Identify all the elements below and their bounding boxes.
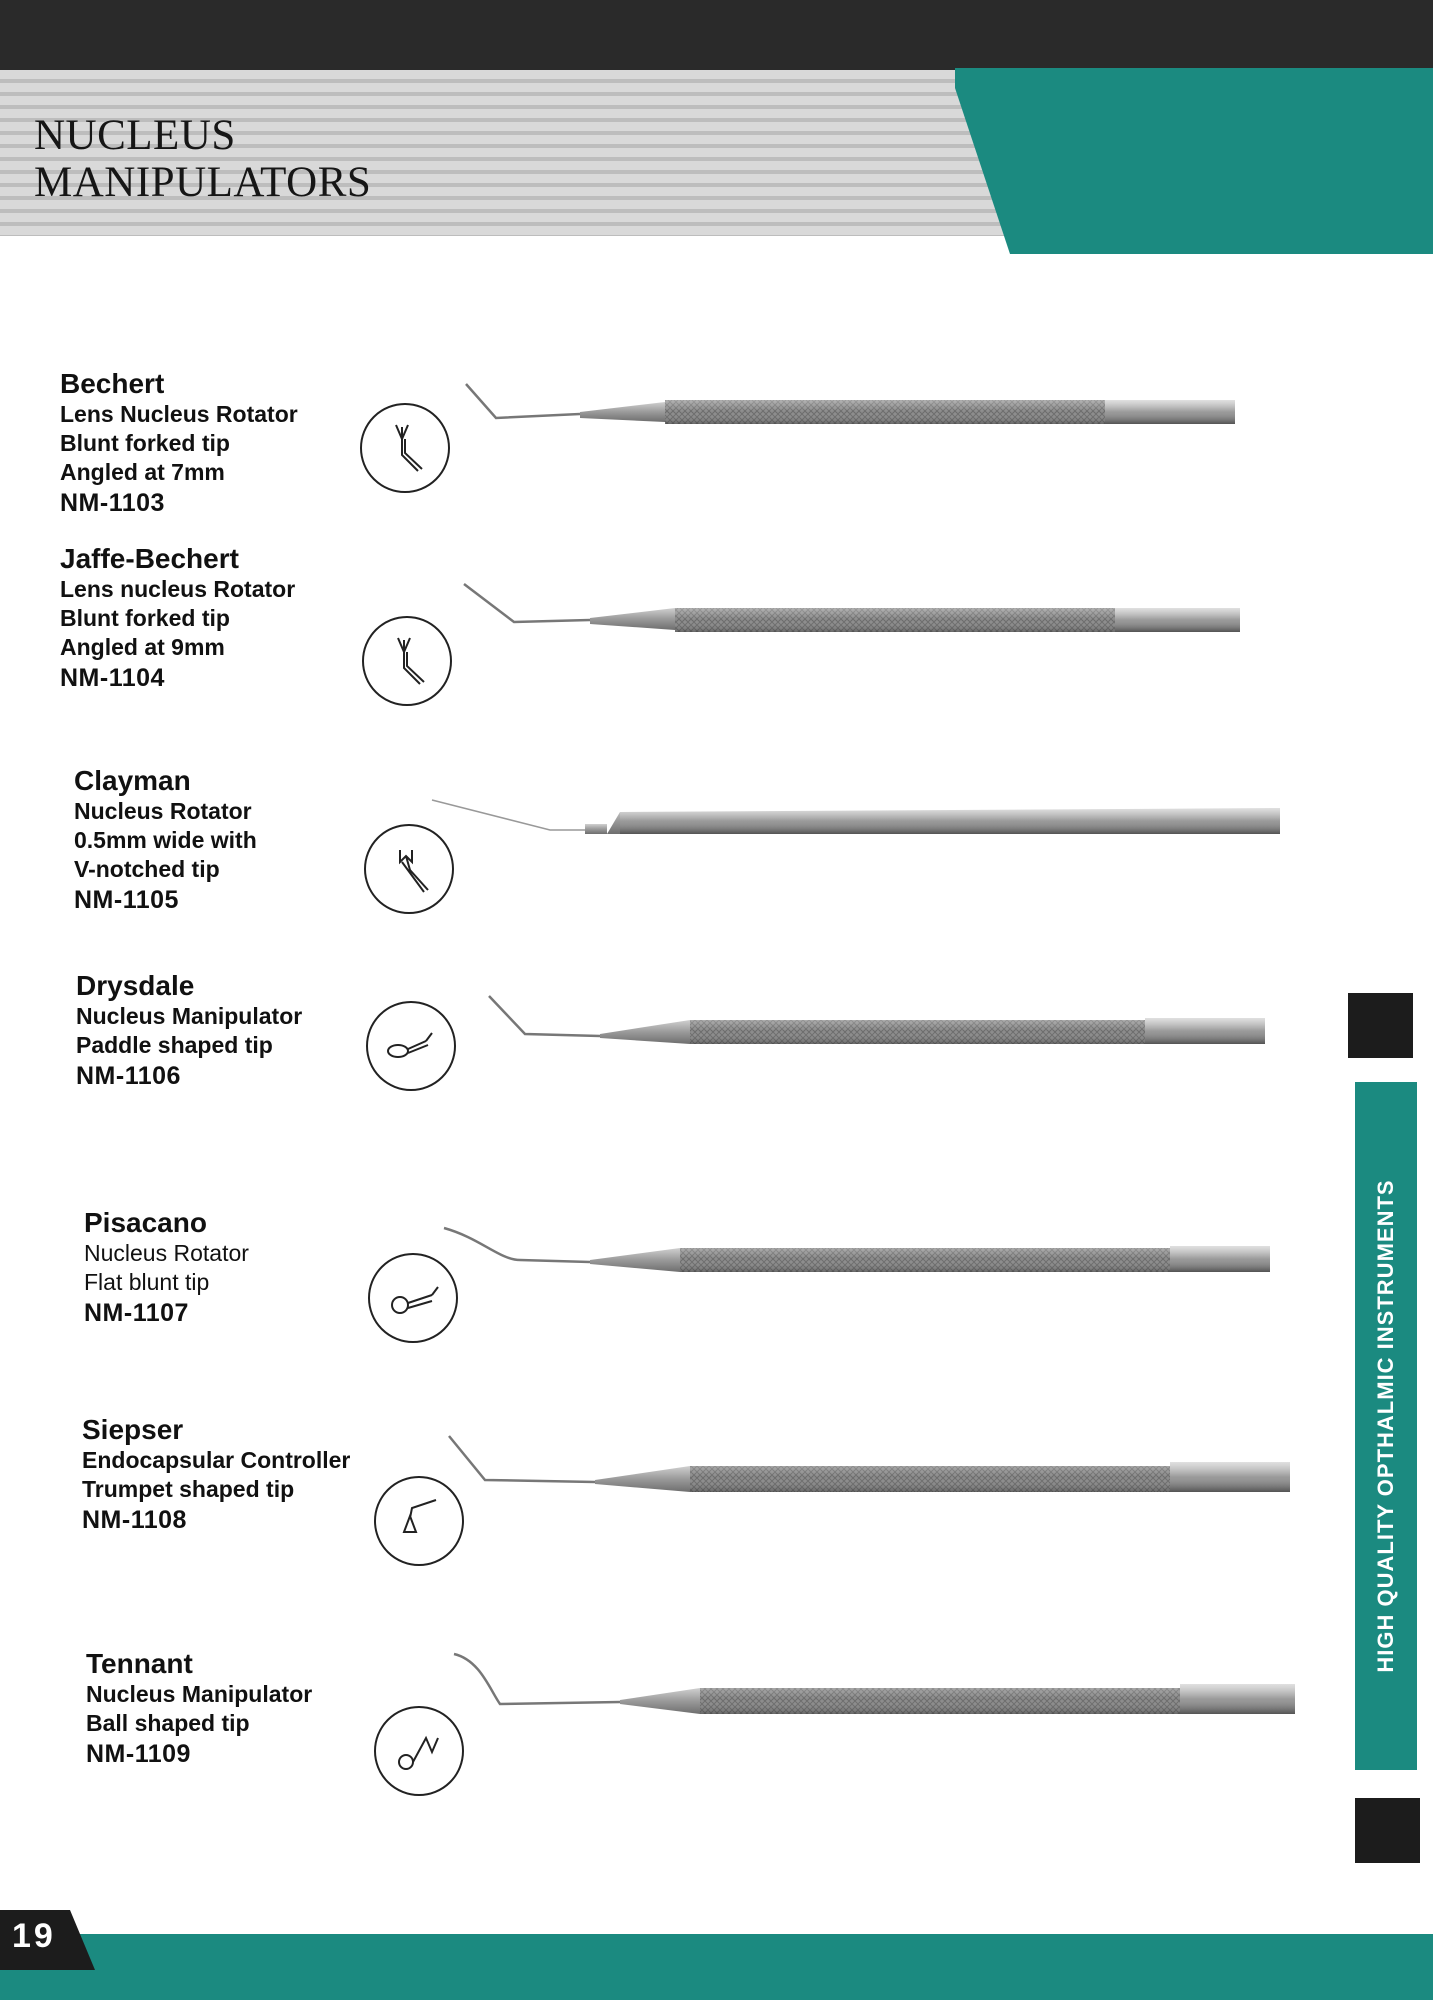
product-desc-line: Flat blunt tip xyxy=(84,1269,210,1295)
product-name: Siepser xyxy=(82,1414,184,1445)
product-desc-line: Blunt forked tip xyxy=(60,605,230,631)
page-title-line-1: NUCLEUS xyxy=(34,112,236,159)
product-desc-line: Lens Nucleus Rotator xyxy=(60,401,298,427)
paddle-tip-icon xyxy=(366,1001,456,1091)
clayman-instrument xyxy=(430,790,1290,850)
product-clayman xyxy=(74,765,257,917)
product-name: Pisacano xyxy=(84,1207,207,1238)
drysdale-instrument xyxy=(485,990,1295,1050)
product-siepser xyxy=(82,1414,350,1537)
product-desc-line: Endocapsular Controller xyxy=(82,1447,351,1473)
product-desc-line: Nucleus Rotator xyxy=(84,1240,249,1266)
product-code: NM-1106 xyxy=(76,1062,181,1090)
product-code: NM-1105 xyxy=(74,886,179,914)
product-drysdale xyxy=(76,970,302,1093)
product-code: NM-1103 xyxy=(60,489,165,517)
product-desc-line: Nucleus Manipulator xyxy=(76,1003,303,1029)
page-title-line-2: MANIPULATORS xyxy=(34,159,372,206)
product-desc-line: Nucleus Manipulator xyxy=(86,1681,313,1707)
product-name: Bechert xyxy=(60,368,165,399)
header-teal-block xyxy=(955,68,1433,254)
product-desc-line: V-notched tip xyxy=(74,856,220,882)
product-desc-line: Angled at 7mm xyxy=(60,459,225,485)
tennant-instrument xyxy=(450,1650,1310,1730)
product-name: Clayman xyxy=(74,765,191,796)
product-desc-line: Blunt forked tip xyxy=(60,430,230,456)
page-title xyxy=(34,112,371,206)
product-desc-line: Trumpet shaped tip xyxy=(82,1476,295,1502)
top-dark-bar xyxy=(0,0,1433,70)
forked-tip-icon xyxy=(362,616,452,706)
bechert-instrument xyxy=(460,378,1280,438)
product-name: Jaffe-Bechert xyxy=(60,543,239,574)
product-desc-line: Angled at 9mm xyxy=(60,634,225,660)
footer-teal-band xyxy=(0,1934,1433,2000)
product-code: NM-1104 xyxy=(60,664,165,692)
sidebar-square-top xyxy=(1348,993,1413,1058)
sidebar-label: HIGH QUALITY OPTHALMIC INSTRUMENTS xyxy=(1373,1179,1398,1673)
product-jaffe-bechert xyxy=(60,543,295,695)
product-desc-line: Nucleus Rotator xyxy=(74,798,252,824)
product-code: NM-1107 xyxy=(84,1299,189,1327)
product-tennant xyxy=(86,1648,312,1771)
product-desc-line: Ball shaped tip xyxy=(86,1710,250,1736)
product-pisacano xyxy=(84,1207,249,1330)
product-desc-line: Lens nucleus Rotator xyxy=(60,576,296,602)
product-desc-line: 0.5mm wide with xyxy=(74,827,257,853)
product-name: Drysdale xyxy=(76,970,195,1001)
jaffe-bechert-instrument xyxy=(460,580,1280,640)
product-desc-line: Paddle shaped tip xyxy=(76,1032,273,1058)
product-code: NM-1109 xyxy=(86,1740,191,1768)
forked-tip-icon xyxy=(360,403,450,493)
product-name: Tennant xyxy=(86,1648,193,1679)
pisacano-instrument xyxy=(440,1220,1300,1280)
siepser-instrument xyxy=(445,1430,1305,1500)
product-code: NM-1108 xyxy=(82,1506,187,1534)
page-number: 19 xyxy=(12,1917,56,1955)
sidebar-square-bottom xyxy=(1355,1798,1420,1863)
product-bechert xyxy=(60,368,298,520)
